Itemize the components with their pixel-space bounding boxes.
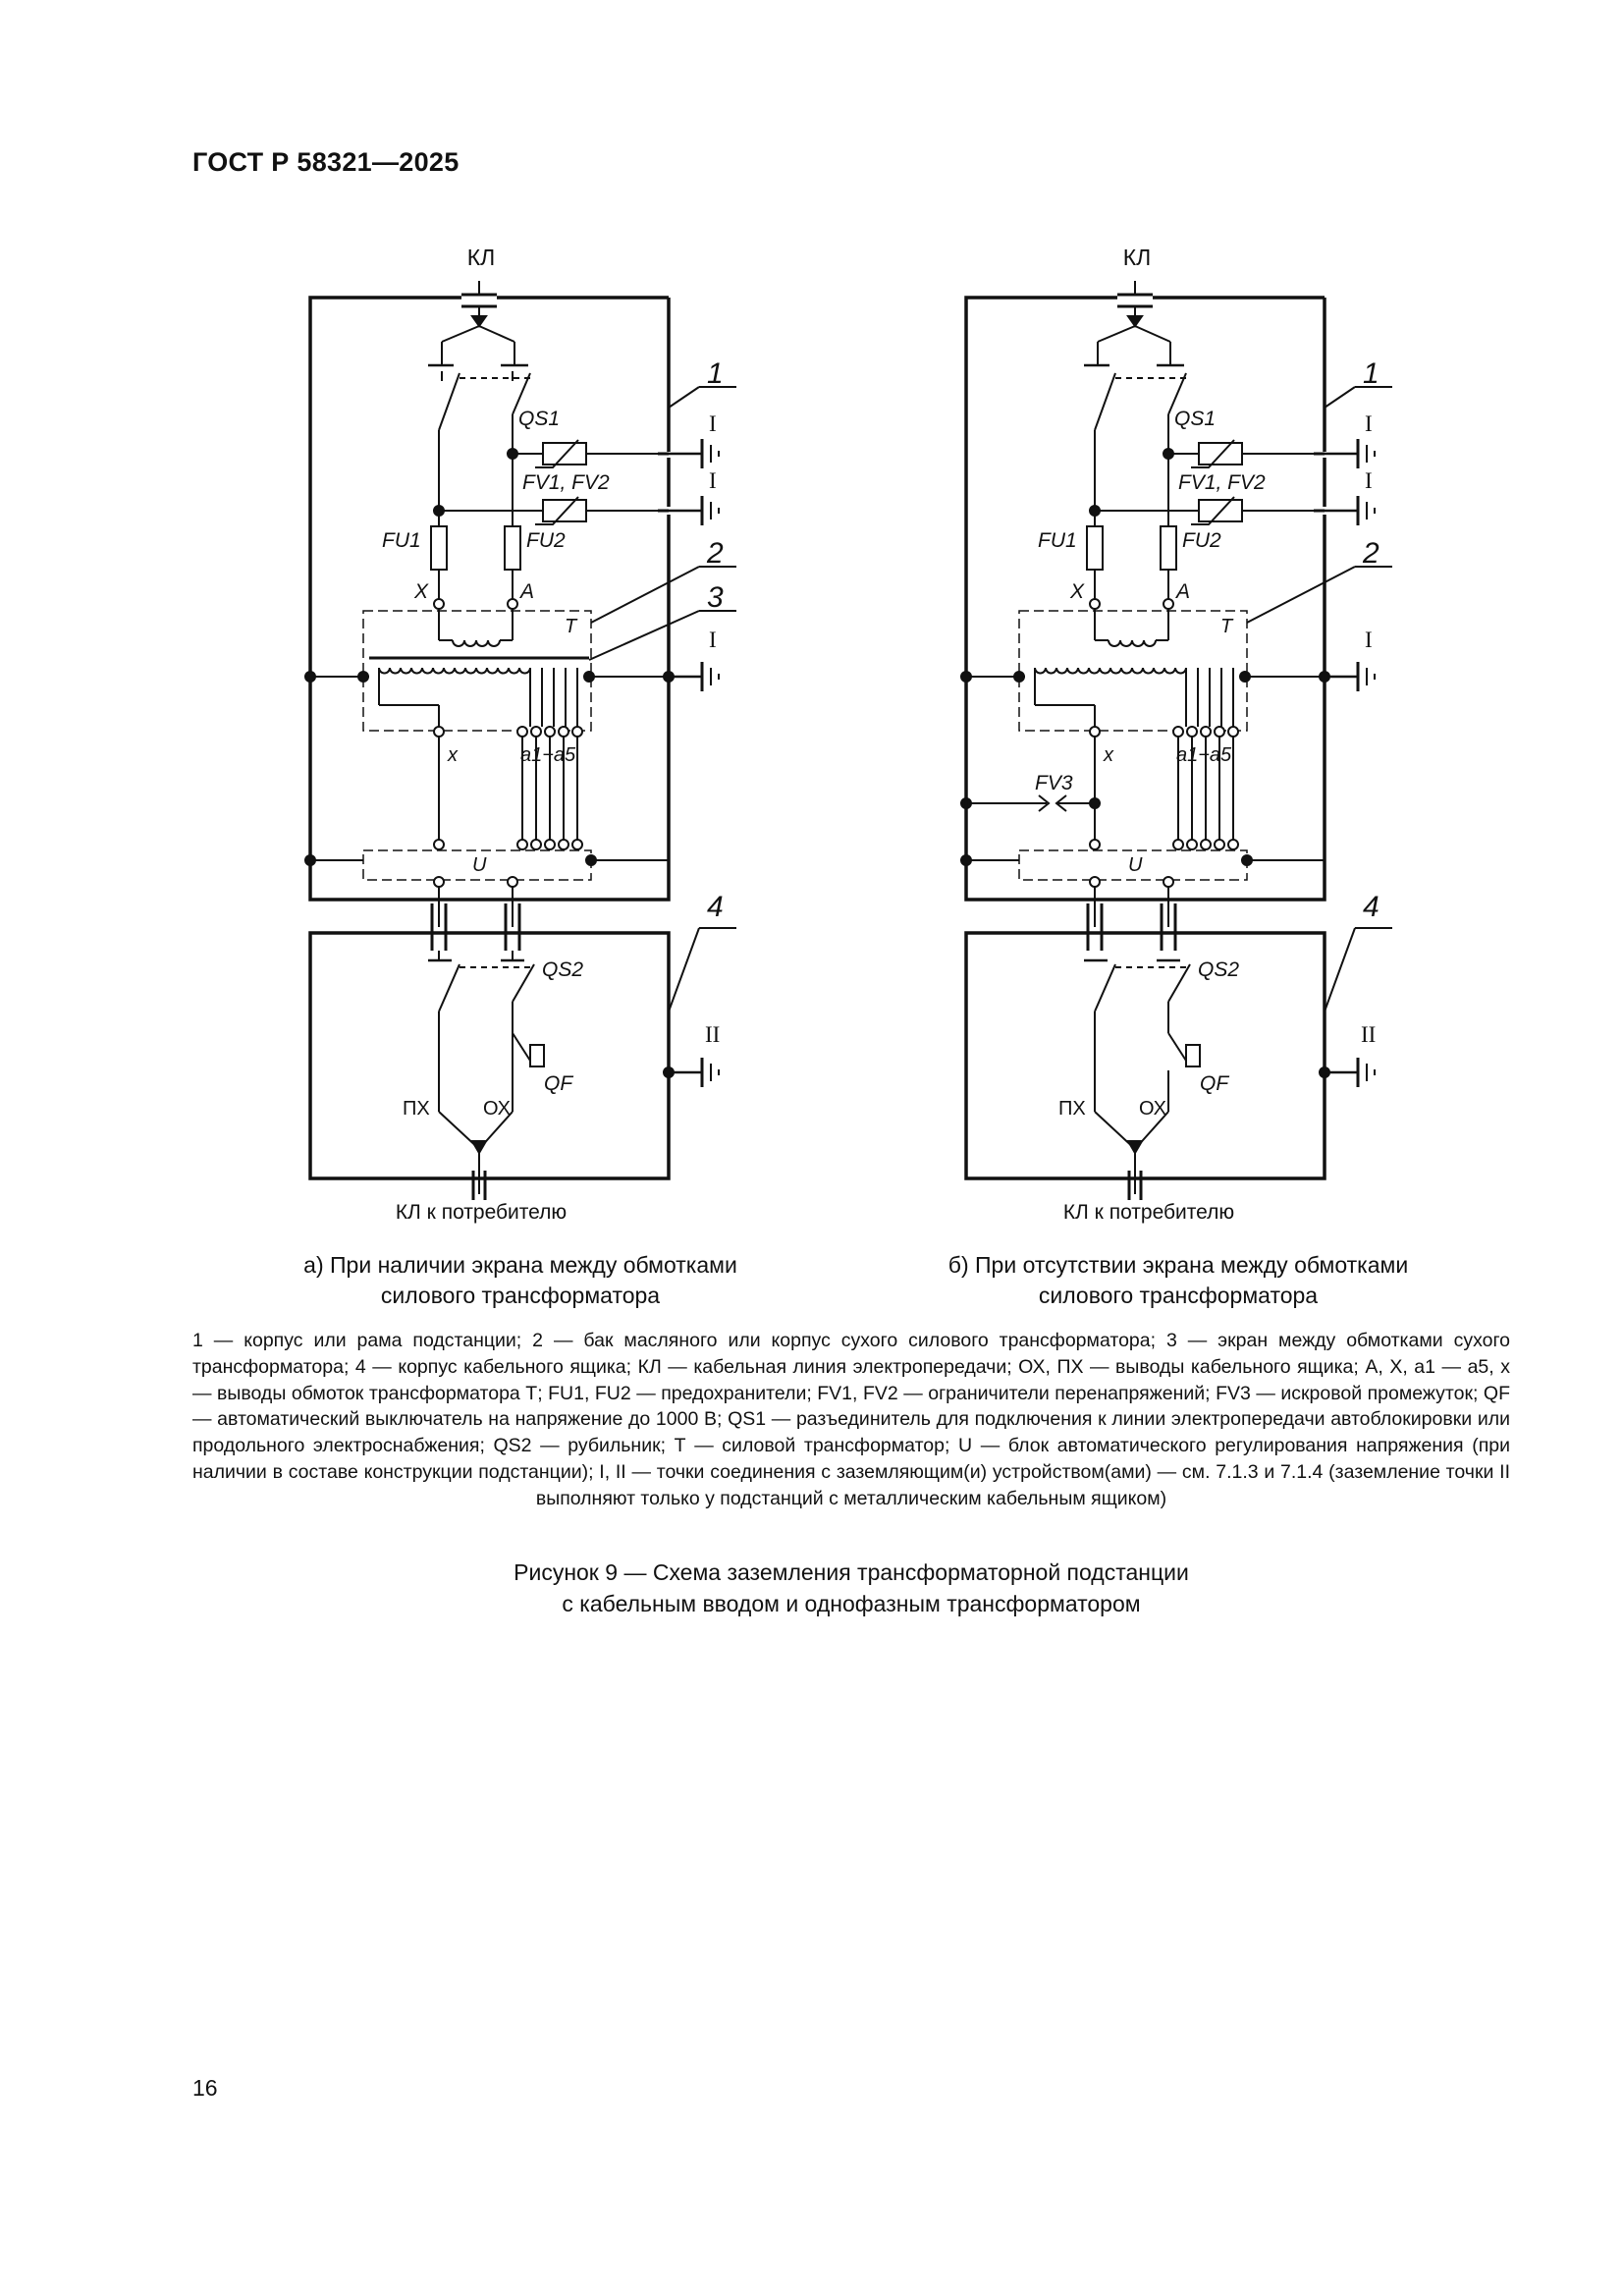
x-lower-label-b: x [1104, 744, 1113, 766]
ground-ii-label-a: II [705, 1022, 721, 1047]
x-lower-label-a: x [448, 744, 458, 766]
ground-i-label-b-3: I [1365, 628, 1373, 652]
kl-bottom-label-b: КЛ к потребителю [1062, 1201, 1235, 1224]
kl-top-label-a: КЛ [466, 245, 496, 270]
figure-caption-line2: с кабельным вводом и однофазным трансформатором [562, 1591, 1141, 1616]
subcaption-b-line1: б) При отсутствии экрана между обмотками [947, 1252, 1409, 1278]
u-label-a: U [472, 854, 487, 876]
a-upper-label-b: A [1176, 580, 1191, 603]
qs1-label-a: QS1 [518, 408, 561, 430]
fv12-label-b: FV1, FV2 [1178, 471, 1266, 494]
qf-label-b: QF [1200, 1072, 1229, 1095]
ground-i-label-b-2: I [1365, 468, 1373, 493]
callout-4-b: 4 [1363, 891, 1380, 923]
ground-i-label-a-1: I [709, 411, 717, 436]
fu1-label-b: FU1 [1038, 529, 1077, 552]
callout-1-b: 1 [1363, 357, 1380, 390]
qs2-label-b: QS2 [1198, 958, 1240, 981]
callout-1-a: 1 [707, 357, 724, 390]
ox-label-b: ОХ [1139, 1098, 1166, 1120]
qs2-label-a: QS2 [542, 958, 584, 981]
subcaption-b [889, 1250, 1468, 1311]
fv12-label-a: FV1, FV2 [522, 471, 610, 494]
callout-3-a: 3 [707, 581, 724, 614]
fu2-label-a: FU2 [526, 529, 566, 552]
x-upper-label-b: X [1070, 580, 1085, 603]
document-header: ГОСТ Р 58321—2025 [192, 147, 460, 177]
ground-i-label-b-1: I [1365, 411, 1373, 436]
subcaption-b-line2: силового трансформатора [1038, 1283, 1319, 1308]
kl-bottom-label-a: КЛ к потребителю [395, 1201, 568, 1224]
fu1-label-a: FU1 [382, 529, 421, 552]
callout-2-a: 2 [707, 537, 724, 570]
ground-ii-label-b: II [1361, 1022, 1377, 1047]
ground-i-label-a-2: I [709, 468, 717, 493]
fv3-label-b: FV3 [1035, 772, 1073, 794]
subcaption-a [236, 1250, 805, 1311]
callout-2-b: 2 [1363, 537, 1380, 570]
x-upper-label-a: X [414, 580, 429, 603]
a15-label-b: a1−a5 [1176, 744, 1232, 766]
subcaption-a-line2: силового трансформатора [380, 1283, 661, 1308]
ground-i-label-a-3: I [709, 628, 717, 652]
qs1-label-b: QS1 [1174, 408, 1217, 430]
px-label-b: ПХ [1058, 1098, 1086, 1120]
px-label-a: ПХ [403, 1098, 430, 1120]
subcaption-a-line1: а) При наличии экрана между обмотками [303, 1252, 737, 1278]
page-number: 16 [192, 2075, 218, 2101]
t-label-b: T [1220, 616, 1233, 637]
callout-4-a: 4 [707, 891, 724, 923]
a15-label-a: a1−a5 [520, 744, 576, 766]
figure-legend: 1 — корпус или рама подстанции; 2 — бак масляного или корпус сухого силового трансформатора; 3 — экран между обмотками сухого трансформатора; 4 — корпус кабельного ящика; КЛ — кабельная линия электропередачи; ОХ, ПХ — выводы кабельного ящика; А, Х, а1 — а5, х — выводы обмоток трансформатора Т; FU1, FU2 — предохранители; FV1, FV2 — ограничители перенапряжений; FV3 — искровой промежуток; QF — автоматический выключатель на напряжение до 1000 В; QS1 — разъединитель для подключения к линии электропередачи автоблокировки или продольного электроснабжения; QS2 — рубильник; Т — силовой трансформатор; U — блок автоматического регулирования напряжения (при наличии в составе конструкции подстанции); I, II — точки соединения с заземляющим(и) устройством(ами) — см. 7.1.3 и 7.1.4 (заземление точки II выполняют только у подстанций с металлическим кабельным ящиком) [192, 1330, 1510, 1509]
a-upper-label-a: A [520, 580, 535, 603]
kl-top-label-b: КЛ [1122, 245, 1152, 270]
fu2-label-b: FU2 [1182, 529, 1221, 552]
ox-label-a: ОХ [483, 1098, 511, 1120]
figure-caption-line1: Рисунок 9 — Схема заземления трансформаторной подстанции [514, 1559, 1189, 1585]
u-label-b: U [1128, 854, 1143, 876]
qf-label-a: QF [544, 1072, 573, 1095]
figure-caption [192, 1557, 1510, 1619]
t-label-a: T [565, 616, 577, 637]
